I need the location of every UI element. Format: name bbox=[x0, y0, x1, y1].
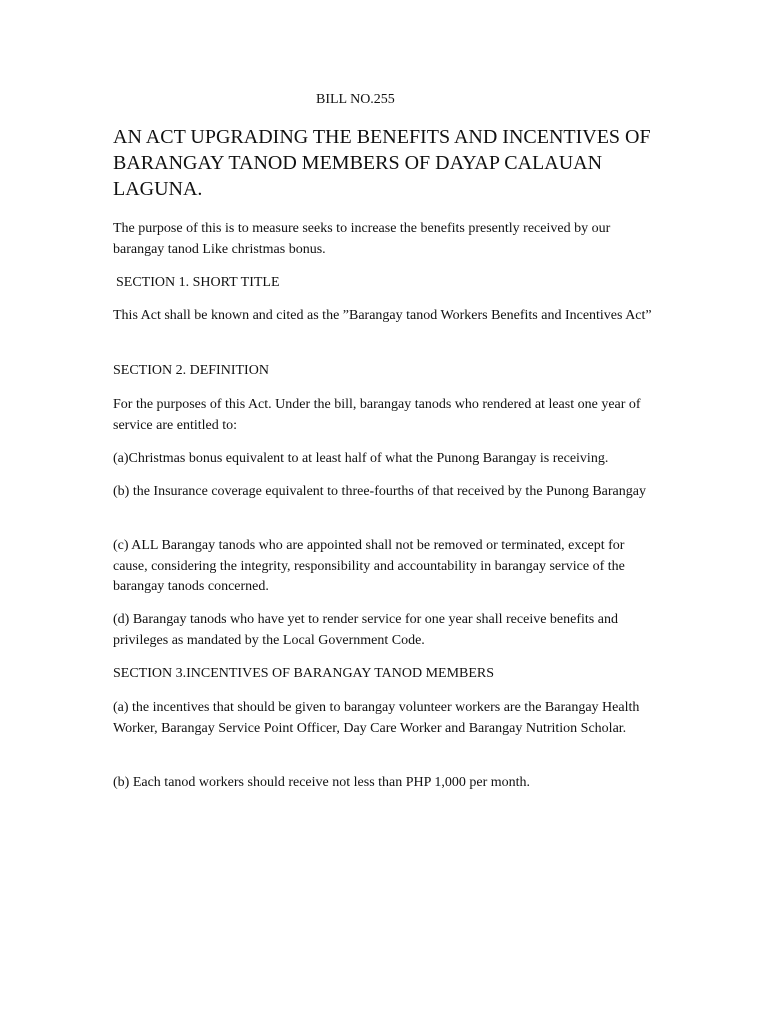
section1-body: This Act shall be known and cited as the ”Barangay tanod Workers Benefits and Incentives Act” bbox=[113, 308, 652, 323]
section3-heading: SECTION 3.INCENTIVES OF BARANGAY TANOD MEMBERS bbox=[113, 666, 495, 681]
section2-item-a: (a)Christmas bonus equivalent to at least half of what the Punong Barangay is receiving. bbox=[113, 451, 609, 466]
section1-heading: SECTION 1. SHORT TITLE bbox=[116, 275, 280, 290]
section2-heading: SECTION 2. DEFINITION bbox=[113, 363, 269, 378]
section3-item-a: (a) the incentives that should be given to barangay volunteer workers are the Barangay Health Worker, Barangay Service Point Officer, Day Care Worker and Barangay Nutrition Scholar. bbox=[113, 700, 640, 736]
section2-intro: For the purposes of this Act. Under the bill, barangay tanods who rendered at least one year of service are entitled to: bbox=[113, 397, 641, 433]
section2-item-b: (b) the Insurance coverage equivalent to three-fourths of that received by the Punong Barangay bbox=[113, 484, 646, 499]
purpose-paragraph: The purpose of this is to measure seeks to increase the benefits presently received by our barangay tanod Like christmas bonus. bbox=[113, 221, 611, 257]
section2-item-d: (d) Barangay tanods who have yet to render service for one year shall receive benefits and privileges as mandated by the Local Government Code. bbox=[113, 612, 618, 648]
act-title: AN ACT UPGRADING THE BENEFITS AND INCENTIVES OF BARANGAY TANOD MEMBERS OF DAYAP CALAUAN LAGUNA. bbox=[113, 126, 651, 200]
section3-item-b: (b) Each tanod workers should receive not less than PHP 1,000 per month. bbox=[113, 775, 531, 790]
section2-item-c: (c) ALL Barangay tanods who are appointed shall not be removed or terminated, except for cause, considering the integrity, responsibility and accountability in barangay service of the barangay tanods concerned. bbox=[113, 538, 625, 594]
bill-number: BILL NO.255 bbox=[316, 92, 395, 107]
